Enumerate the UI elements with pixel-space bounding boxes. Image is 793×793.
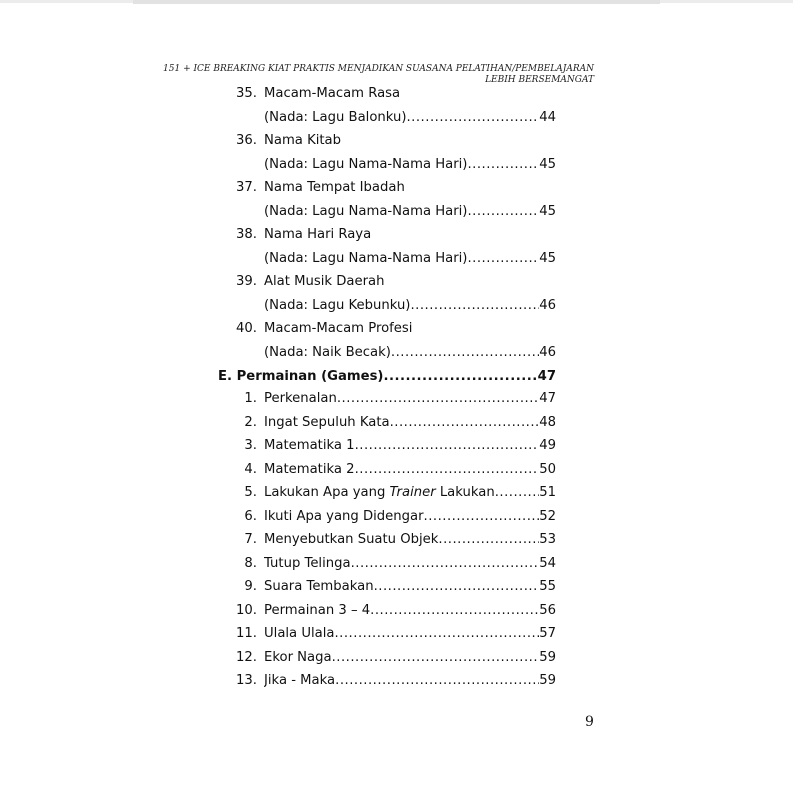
toc-leader-dots	[410, 295, 539, 317]
toc-game-row	[201, 435, 556, 457]
toc-item-title: Permainan 3 – 4	[264, 603, 371, 618]
toc-item-title: Ikuti Apa yang Didengar	[264, 509, 424, 524]
toc-song-title-row	[201, 318, 556, 340]
toc-page-number: 51	[539, 485, 556, 500]
toc-game-row	[201, 600, 556, 622]
toc-game-row	[201, 388, 556, 410]
toc-item-number: 5.	[244, 485, 257, 500]
toc-leader-dots	[337, 388, 539, 410]
toc-item-title: Alat Musik Daerah	[264, 274, 385, 289]
toc-game-row	[201, 529, 556, 551]
toc-game-row	[201, 576, 556, 598]
toc-game-row	[201, 647, 556, 669]
toc-song-title-row	[201, 83, 556, 105]
toc-leader-dots	[334, 623, 539, 645]
toc-item-number: 9.	[244, 579, 257, 594]
toc-song-sub-row	[264, 107, 556, 129]
toc-item-title: Menyebutkan Suatu Objek	[264, 532, 439, 547]
toc-page-number: 47	[537, 369, 556, 384]
toc-game-row	[201, 553, 556, 575]
toc-item-number: 7.	[244, 532, 257, 547]
toc-item-number: 35.	[236, 86, 257, 101]
toc-item-title: Matematika 1	[264, 438, 355, 453]
toc-leader-dots	[406, 107, 539, 129]
toc-item-subtitle: (Nada: Naik Becak)	[264, 345, 391, 360]
toc-item-number: 13.	[236, 673, 257, 688]
toc-page-number: 48	[539, 415, 556, 430]
toc-item-title: Jika - Maka	[264, 673, 336, 688]
toc-page-number: 45	[539, 251, 556, 266]
toc-leader-dots	[390, 412, 540, 434]
toc-page-number: 46	[539, 298, 556, 313]
toc-page-number: 46	[539, 345, 556, 360]
toc-item-title-part: Lakukan	[435, 485, 495, 500]
toc-song-sub-row	[264, 248, 556, 270]
toc-song-title-row	[201, 271, 556, 293]
toc-page-number: 45	[539, 157, 556, 172]
toc-item-title: Tutup Telinga	[264, 556, 351, 571]
toc-item-title: Ingat Sepuluh Kata	[264, 415, 390, 430]
toc-item-number: 36.	[236, 133, 257, 148]
toc-item-number: 11.	[236, 626, 257, 641]
toc-item-number: 4.	[244, 462, 257, 477]
toc-item-title-part: Lakukan Apa yang	[264, 485, 390, 500]
toc-leader-dots	[370, 600, 539, 622]
toc-leader-dots	[355, 459, 540, 481]
toc-page-number: 50	[539, 462, 556, 477]
book-page	[133, 0, 660, 793]
toc-game-row	[201, 459, 556, 481]
toc-page-number: 59	[539, 673, 556, 688]
toc-song-sub-row	[264, 201, 556, 223]
toc-page-number: 57	[539, 626, 556, 641]
toc-item-title	[264, 482, 495, 504]
toc-leader-dots	[467, 248, 539, 270]
toc-leader-dots	[495, 482, 540, 504]
toc-section-heading	[218, 366, 556, 388]
toc-page-number: 54	[539, 556, 556, 571]
toc-item-number: 40.	[236, 321, 257, 336]
toc-item-subtitle: (Nada: Lagu Kebunku)	[264, 298, 411, 313]
toc-game-row	[201, 506, 556, 528]
toc-item-subtitle: (Nada: Lagu Balonku)	[264, 110, 407, 125]
running-head-line-2: LEBIH BERSEMANGAT	[485, 75, 594, 85]
toc-item-number: 2.	[244, 415, 257, 430]
toc-page-number: 55	[539, 579, 556, 594]
toc-item-subtitle: (Nada: Lagu Nama-Nama Hari)	[264, 204, 468, 219]
toc-game-row	[201, 670, 556, 692]
toc-item-title: Nama Hari Raya	[264, 227, 372, 242]
toc-leader-dots	[383, 366, 537, 388]
toc-item-title: Macam-Macam Rasa	[264, 86, 401, 101]
toc-item-number: 39.	[236, 274, 257, 289]
toc-item-number: 1.	[244, 391, 257, 406]
toc-leader-dots	[355, 435, 540, 457]
toc-item-subtitle: (Nada: Lagu Nama-Nama Hari)	[264, 251, 468, 266]
toc-leader-dots	[374, 576, 540, 598]
toc-item-title: Matematika 2	[264, 462, 355, 477]
toc-item-title-emphasis: Trainer	[389, 485, 436, 500]
toc-song-sub-row	[264, 342, 556, 364]
toc-item-title: Ulala Ulala	[264, 626, 335, 641]
toc-item-number: 12.	[236, 650, 257, 665]
toc-leader-dots	[467, 201, 539, 223]
toc-page-number: 44	[539, 110, 556, 125]
toc-song-sub-row	[264, 154, 556, 176]
toc-page-number: 53	[539, 532, 556, 547]
toc-song-title-row	[201, 177, 556, 199]
toc-item-title: Nama Tempat Ibadah	[264, 180, 405, 195]
toc-game-row	[201, 412, 556, 434]
toc-item-title: Nama Kitab	[264, 133, 342, 148]
toc-song-title-row	[201, 130, 556, 152]
running-head-line-1: 151 + ICE BREAKING KIAT PRAKTIS MENJADIKAN SUASANA PELATIHAN/PEMBELAJARAN	[163, 64, 594, 74]
toc-leader-dots	[467, 154, 539, 176]
toc-leader-dots	[391, 342, 539, 364]
toc-page-number: 56	[539, 603, 556, 618]
toc-section-label: E. Permainan (Games)	[218, 369, 384, 384]
toc-page-number: 52	[539, 509, 556, 524]
toc-item-title: Macam-Macam Profesi	[264, 321, 413, 336]
toc-game-row	[201, 482, 556, 504]
toc-leader-dots	[335, 670, 539, 692]
toc-page-number: 59	[539, 650, 556, 665]
toc-leader-dots	[438, 529, 539, 551]
toc-song-title-row	[201, 224, 556, 246]
toc-page-number: 45	[539, 204, 556, 219]
toc-item-title: Perkenalan	[264, 391, 337, 406]
toc-item-number: 10.	[236, 603, 257, 618]
toc-item-number: 3.	[244, 438, 257, 453]
toc-item-subtitle: (Nada: Lagu Nama-Nama Hari)	[264, 157, 468, 172]
page-number: 9	[585, 714, 594, 730]
toc-song-sub-row	[264, 295, 556, 317]
toc-item-number: 37.	[236, 180, 257, 195]
toc-leader-dots	[351, 553, 540, 575]
toc-item-number: 8.	[244, 556, 257, 571]
toc-item-number: 6.	[244, 509, 257, 524]
toc-item-title: Ekor Naga	[264, 650, 332, 665]
toc-game-row	[201, 623, 556, 645]
toc-page-number: 49	[539, 438, 556, 453]
toc-item-title: Suara Tembakan	[264, 579, 374, 594]
toc-page-number: 47	[539, 391, 556, 406]
toc-leader-dots	[424, 506, 540, 528]
toc-leader-dots	[332, 647, 540, 669]
toc-item-number: 38.	[236, 227, 257, 242]
